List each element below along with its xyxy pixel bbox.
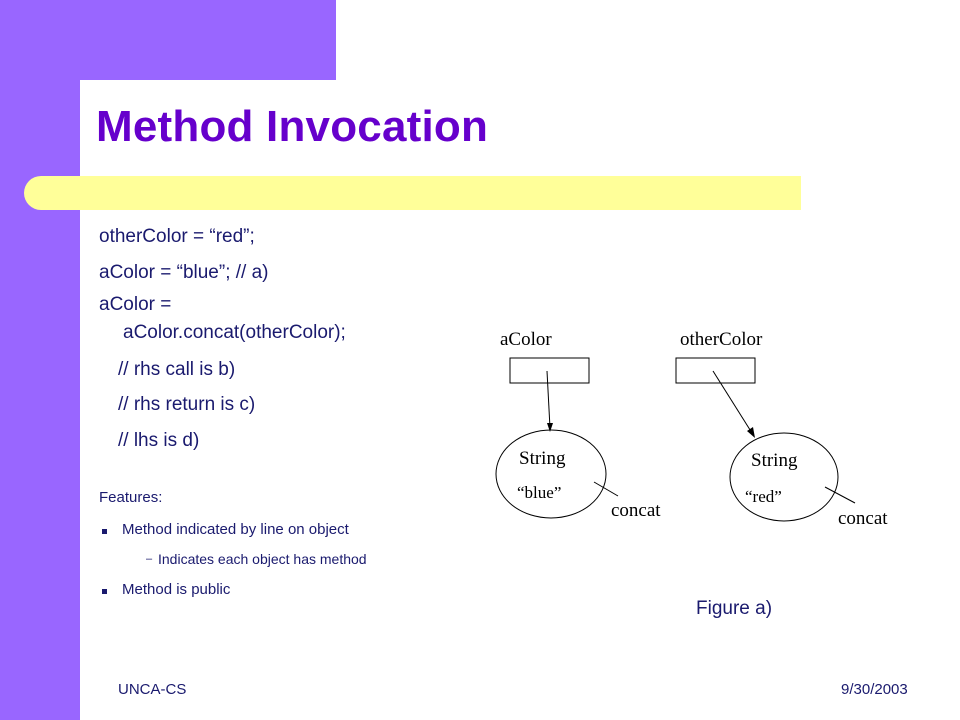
string-object-blue xyxy=(496,430,606,518)
reference-arrow-othercolor xyxy=(713,371,752,433)
footer-org: UNCA-CS xyxy=(118,681,187,698)
dash-bullet-icon: – xyxy=(146,553,153,565)
arrowhead-icon xyxy=(547,423,553,432)
code-line: aColor.concat(otherColor); xyxy=(123,322,346,343)
features-heading: Features: xyxy=(99,489,163,506)
reference-arrow-acolor xyxy=(547,371,550,428)
code-line: aColor = xyxy=(99,294,172,315)
feature-subitem: Indicates each object has method xyxy=(158,551,367,567)
method-label: concat xyxy=(611,500,661,521)
reference-box-othercolor xyxy=(676,358,755,383)
figure-caption: Figure a) xyxy=(696,598,773,619)
string-object-red xyxy=(730,433,838,521)
feature-item: Method indicated by line on object xyxy=(122,521,349,538)
footer-date: 9/30/2003 xyxy=(841,681,908,698)
object-reference-diagram xyxy=(490,320,910,540)
left-accent-band xyxy=(0,0,80,720)
title-underline-bar xyxy=(24,176,801,210)
code-comment: // lhs is d) xyxy=(118,430,200,451)
code-line: aColor = “blue”; // a) xyxy=(99,262,269,283)
reference-box-acolor xyxy=(510,358,589,383)
top-accent-band xyxy=(0,0,336,80)
object-type-label: String xyxy=(751,450,798,471)
method-line-blue xyxy=(594,482,618,496)
variable-label-acolor: aColor xyxy=(500,329,552,350)
code-comment: // rhs call is b) xyxy=(118,359,236,380)
code-comment: // rhs return is c) xyxy=(118,394,256,415)
variable-label-othercolor: otherColor xyxy=(680,329,763,350)
code-line: otherColor = “red”; xyxy=(99,226,255,247)
square-bullet-icon xyxy=(102,529,107,534)
object-value-label: “blue” xyxy=(517,483,562,502)
object-value-label: “red” xyxy=(745,487,782,506)
method-label: concat xyxy=(838,508,888,529)
object-type-label: String xyxy=(519,448,566,469)
feature-item: Method is public xyxy=(122,581,231,598)
slide-title: Method Invocation xyxy=(96,102,489,151)
square-bullet-icon xyxy=(102,589,107,594)
arrowhead-icon xyxy=(747,427,755,438)
